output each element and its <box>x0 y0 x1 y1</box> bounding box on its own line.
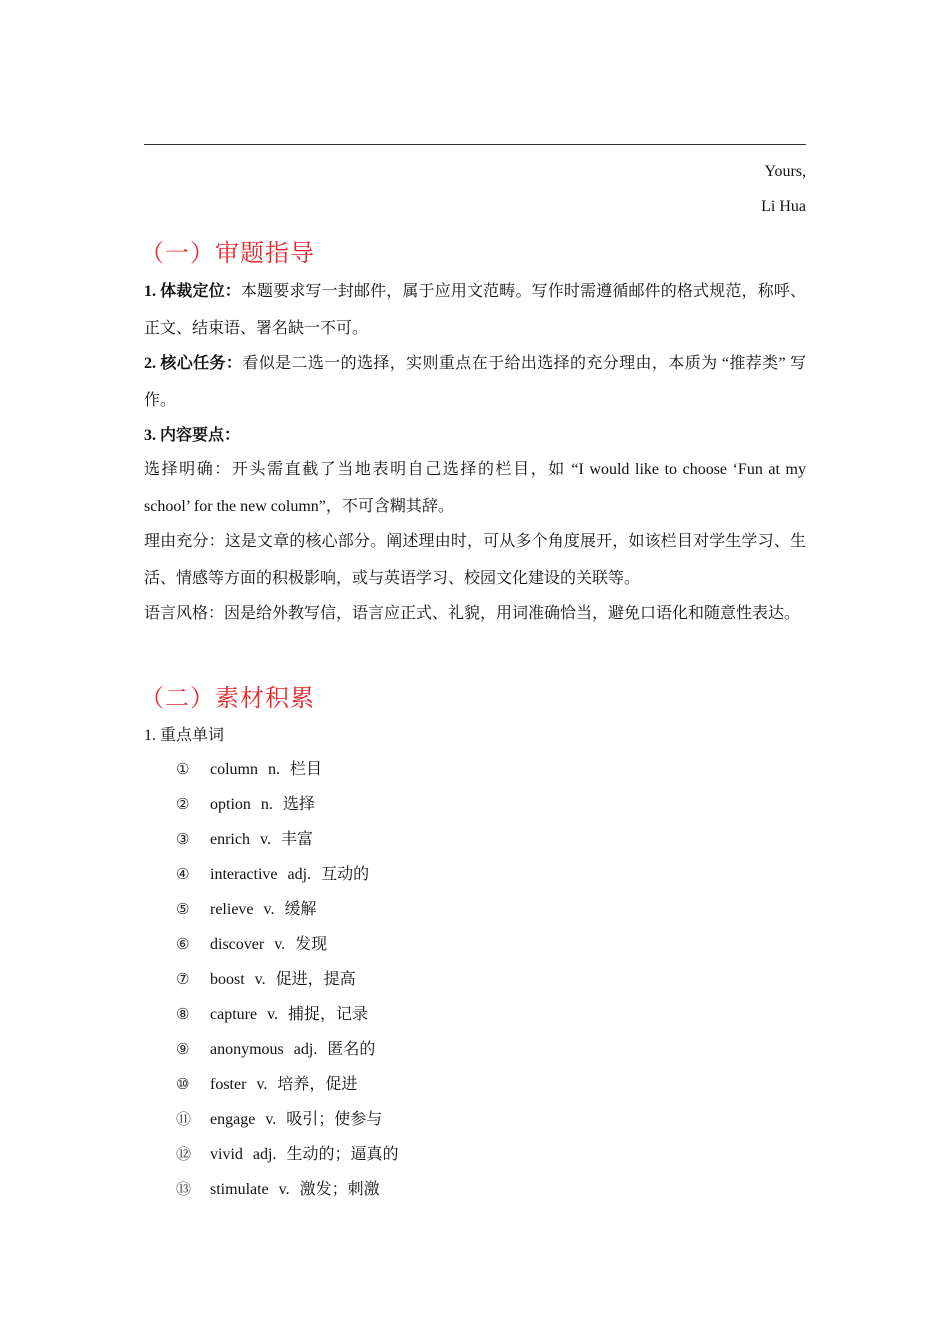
vocabulary-item <box>176 857 398 892</box>
part-of-speech: v. <box>263 901 275 918</box>
part-of-speech: v. <box>278 1181 290 1198</box>
english-word: relieve <box>210 901 254 918</box>
part-of-speech: adj. <box>293 1041 318 1058</box>
english-word: capture <box>210 1006 258 1023</box>
item-number: ⑩ <box>176 1075 190 1093</box>
part-of-speech: n. <box>260 796 273 813</box>
english-word: column <box>210 761 258 778</box>
item-number: ⑥ <box>176 935 190 953</box>
letter-signature: Li Hua <box>761 198 806 215</box>
part-of-speech: v. <box>265 1111 277 1128</box>
part-of-speech: v. <box>256 1076 268 1093</box>
item-number: ⑧ <box>176 1005 190 1023</box>
part-of-speech: v. <box>267 1006 279 1023</box>
vocabulary-list <box>176 752 398 1207</box>
vocabulary-item <box>176 997 398 1032</box>
english-word: engage <box>210 1111 256 1128</box>
chinese-meaning: 缓解 <box>284 901 317 918</box>
item-number: ⑨ <box>176 1040 190 1058</box>
item-lead: 3. 内容要点： <box>144 427 241 444</box>
item-number: ③ <box>176 830 190 848</box>
item-number: ⑦ <box>176 970 190 988</box>
chinese-meaning: 生动的；逼真的 <box>286 1146 399 1163</box>
point-label: 语言风格： <box>144 605 225 622</box>
item-number: ④ <box>176 865 190 883</box>
chinese-meaning: 捕捉，记录 <box>288 1006 369 1023</box>
english-word: foster <box>210 1076 247 1093</box>
chinese-meaning: 培养，促进 <box>277 1076 358 1093</box>
content-point-choice <box>144 451 806 525</box>
item-number: ⑪ <box>176 1110 192 1128</box>
part-of-speech: adj. <box>252 1146 277 1163</box>
item-lead: 2. 核心任务： <box>144 355 243 372</box>
section-heading-materials: （二）素材积累 <box>140 684 315 712</box>
vocabulary-item <box>176 1172 398 1207</box>
part-of-speech: n. <box>268 761 280 778</box>
chinese-meaning: 选择 <box>282 796 315 813</box>
vocabulary-item <box>176 1067 398 1102</box>
vocabulary-item <box>176 892 398 927</box>
vocabulary-item <box>176 752 398 787</box>
section-heading-guidance: （一）审题指导 <box>140 239 315 267</box>
english-word: discover <box>210 936 265 953</box>
point-label: 选择明确： <box>144 461 232 478</box>
point-label: 理由充分： <box>144 533 225 550</box>
english-word: option <box>210 796 251 813</box>
content-point-reasons <box>144 523 806 597</box>
point-text: 开头需直截了当地表明自己选择的栏目，如 “I would like to choose ‘Fun at my school’ for the new column”，不可含糊其辞。 <box>144 461 806 515</box>
item-text: 看似是二选一的选择，实则重点在于给出选择的充分理由，本质为 “推荐类” 写作。 <box>144 355 806 409</box>
item-number: ⑫ <box>176 1145 192 1163</box>
vocabulary-item <box>176 787 398 822</box>
point-text: 这是文章的核心部分。阐述理由时，可从多个角度展开，如该栏目对学生学习、生活、情感等方面的积极影响，或与英语学习、校园文化建设的关联等。 <box>144 533 806 587</box>
english-word: boost <box>210 971 245 988</box>
part-of-speech: v. <box>254 971 266 988</box>
chinese-meaning: 丰富 <box>280 831 313 848</box>
part-of-speech: v. <box>259 831 271 848</box>
vocabulary-item <box>176 1137 398 1172</box>
chinese-meaning: 促进，提高 <box>275 971 356 988</box>
item-text: 本题要求写一封邮件，属于应用文范畴。写作时需遵循邮件的格式规范，称呼、正文、结束语、署名缺一不可。 <box>144 283 806 337</box>
guidance-item-genre <box>144 273 806 347</box>
item-number: ② <box>176 795 190 813</box>
vocabulary-item <box>176 822 398 857</box>
item-number: ① <box>176 760 190 778</box>
content-point-style <box>144 595 806 632</box>
english-word: vivid <box>210 1146 243 1163</box>
part-of-speech: v. <box>274 936 286 953</box>
item-number: ⑬ <box>176 1180 192 1198</box>
chinese-meaning: 互动的 <box>321 866 370 883</box>
item-number: ⑤ <box>176 900 190 918</box>
vocabulary-subtitle: 1. 重点单词 <box>144 727 225 744</box>
vocabulary-item <box>176 1032 398 1067</box>
vocabulary-item <box>176 1102 398 1137</box>
point-text: 因是给外教写信，语言应正式、礼貌，用词准确恰当，避免口语化和随意性表达。 <box>224 605 801 622</box>
guidance-item-content <box>144 417 806 454</box>
chinese-meaning: 发现 <box>295 936 328 953</box>
chinese-meaning: 栏目 <box>290 761 323 778</box>
vocabulary-item <box>176 927 398 962</box>
vocabulary-item <box>176 962 398 997</box>
english-word: anonymous <box>210 1041 284 1058</box>
letter-closing: Yours, <box>764 163 806 180</box>
english-word: interactive <box>210 866 278 883</box>
chinese-meaning: 匿名的 <box>327 1041 376 1058</box>
english-word: stimulate <box>210 1181 269 1198</box>
chinese-meaning: 吸引；使参与 <box>286 1111 383 1128</box>
english-word: enrich <box>210 831 250 848</box>
guidance-item-task <box>144 345 806 419</box>
answer-line <box>144 144 806 145</box>
chinese-meaning: 激发；刺激 <box>299 1181 380 1198</box>
part-of-speech: adj. <box>287 866 312 883</box>
item-lead: 1. 体裁定位： <box>144 283 241 300</box>
